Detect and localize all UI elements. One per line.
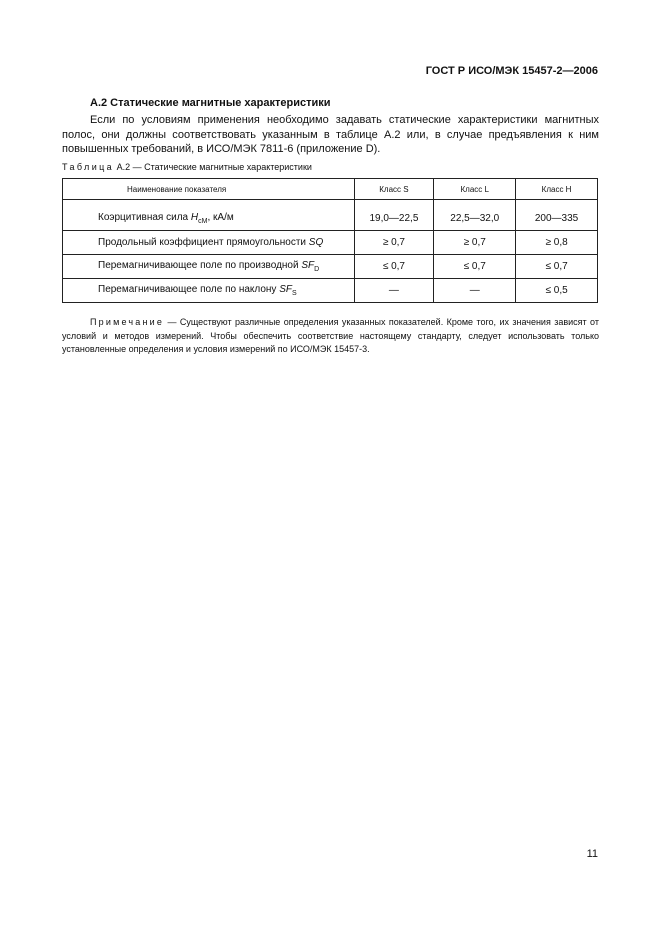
row-name-switching-field-slope — [63, 279, 355, 303]
column-header-class-s: Класс S — [354, 179, 434, 200]
row-name-switching-field-derivative — [63, 255, 355, 279]
row-symbol-subscript: cM — [198, 217, 208, 225]
value-class-h: ≤ 0,5 — [516, 279, 598, 303]
column-header-class-h: Класс H — [516, 179, 598, 200]
row-symbol: SF — [279, 284, 292, 295]
value-class-l: — — [434, 279, 516, 303]
row-name-squareness — [63, 231, 355, 255]
row-name-coercivity — [63, 206, 355, 231]
value-class-h: ≤ 0,7 — [516, 255, 598, 279]
value-class-l: 22,5—32,0 — [434, 206, 516, 231]
row-name-unit: , кА/м — [207, 211, 234, 223]
value-class-s: ≥ 0,7 — [354, 231, 434, 255]
table-row — [63, 206, 598, 231]
characteristics-table — [62, 178, 598, 303]
row-name-text: Продольный коэффициент прямоугольности — [98, 237, 309, 248]
section-title: А.2 Статические магнитные характеристики — [90, 97, 331, 109]
page-number: 11 — [586, 848, 598, 860]
document-id-header: ГОСТ Р ИСО/МЭК 15457-2—2006 — [425, 65, 598, 77]
table-caption — [62, 162, 312, 172]
row-symbol-subscript: D — [314, 266, 320, 273]
value-class-s: 19,0—22,5 — [354, 206, 434, 231]
table-row — [63, 231, 598, 255]
value-class-s: ≤ 0,7 — [354, 255, 434, 279]
note-paragraph — [62, 316, 599, 357]
note-label: Примечание — [90, 317, 165, 327]
value-class-h: 200—335 — [516, 206, 598, 231]
row-symbol: SQ — [308, 237, 324, 248]
column-header-name: Наименование показателя — [63, 179, 355, 200]
column-header-class-l: Класс L — [434, 179, 516, 200]
row-name-text: Перемагничивающее поле по наклону — [98, 284, 280, 295]
row-symbol: SF — [301, 260, 315, 271]
table-caption-title: А.2 — Статические магнитные характеристики — [114, 162, 312, 172]
table-row — [63, 279, 598, 303]
row-name-text: Перемагничивающее поле по производной — [98, 260, 302, 271]
row-symbol: H — [190, 211, 199, 223]
value-class-h: ≥ 0,8 — [516, 231, 598, 255]
value-class-l: ≥ 0,7 — [434, 231, 516, 255]
row-symbol-subscript: S — [292, 290, 297, 297]
section-intro-paragraph: Если по условиям применения необходимо задавать статические характеристики магнитных полос, они должны соответствовать указанным в таблице А.2 или, в случае предъявления к ним повышенных требований, в ИСО/МЭК 7811-6 (приложение D). — [62, 114, 599, 155]
note-text: — Существуют различные определения указанных показателей. Кроме того, их значения зависят от условий и методов измерений. Чтобы обеспечить соответствие настоящему стандарту, следует использовать только установленные определения и условия измерений по ИСО/МЭК 15457-3. — [62, 317, 599, 354]
table-caption-label: Таблица — [62, 162, 115, 172]
table-row — [63, 255, 598, 279]
value-class-s: — — [354, 279, 434, 303]
value-class-l: ≤ 0,7 — [434, 255, 516, 279]
row-name-text: Коэрцитивная сила — [98, 211, 191, 223]
table-header-row — [63, 179, 598, 200]
